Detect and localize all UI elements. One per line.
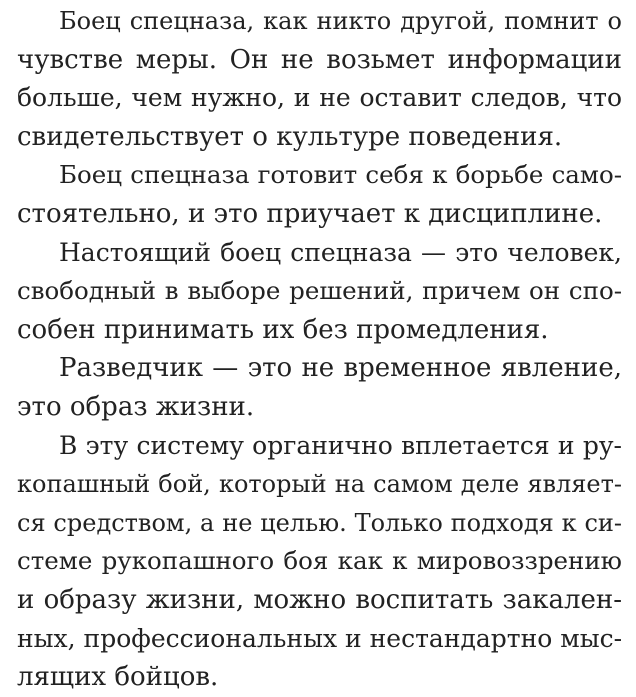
paragraph-4-line-1: Разведчик — это не временное явление,	[59, 353, 622, 384]
paragraph-5-line-3: ся средством, а не целью. Только подходя к си-	[17, 508, 622, 537]
paragraph-5-line-5: и образу жизни, можно воспитать закален-	[17, 584, 622, 615]
paragraph-3-line-1: Настоящий боец спецназа — это человек,	[59, 237, 622, 267]
paragraph-5-line-4: стеме рукопашного боя как к мировоззрению	[17, 546, 622, 576]
paragraph-1-line-3: больше, чем нужно, и не оставит следов, что	[17, 83, 622, 113]
paragraph-5-line-6: ных, профессиональных и нестандартно мыс-	[17, 623, 623, 653]
paragraph-4-line-2: это образ жизни.	[17, 391, 255, 422]
paragraph-5-line-1: В эту систему органично вплетается и ру-	[59, 430, 622, 460]
paragraph-2-line-2: стоятельно, и это приучает к дисциплине.	[17, 198, 603, 229]
paragraph-2-line-1: Боец спецназа готовит себя к борьбе само-	[59, 160, 622, 190]
paragraph-1-line-4: свидетельствует о культуре поведения.	[17, 121, 563, 152]
paragraph-5-line-2: копашный бой, который на самом деле являет-	[17, 470, 622, 499]
paragraph-3-line-3: собен принимать их без промедления.	[17, 314, 549, 345]
paragraph-5-line-7: лящих бойцов.	[17, 662, 219, 693]
paragraph-1-line-2: чувстве меры. Он не возьмет информации	[17, 44, 622, 75]
paragraph-1-line-1: Боец спецназа, как никто другой, помнит о	[59, 7, 622, 35]
paragraph-3-line-2: свободный в выборе решений, причем он спо-	[17, 276, 622, 306]
